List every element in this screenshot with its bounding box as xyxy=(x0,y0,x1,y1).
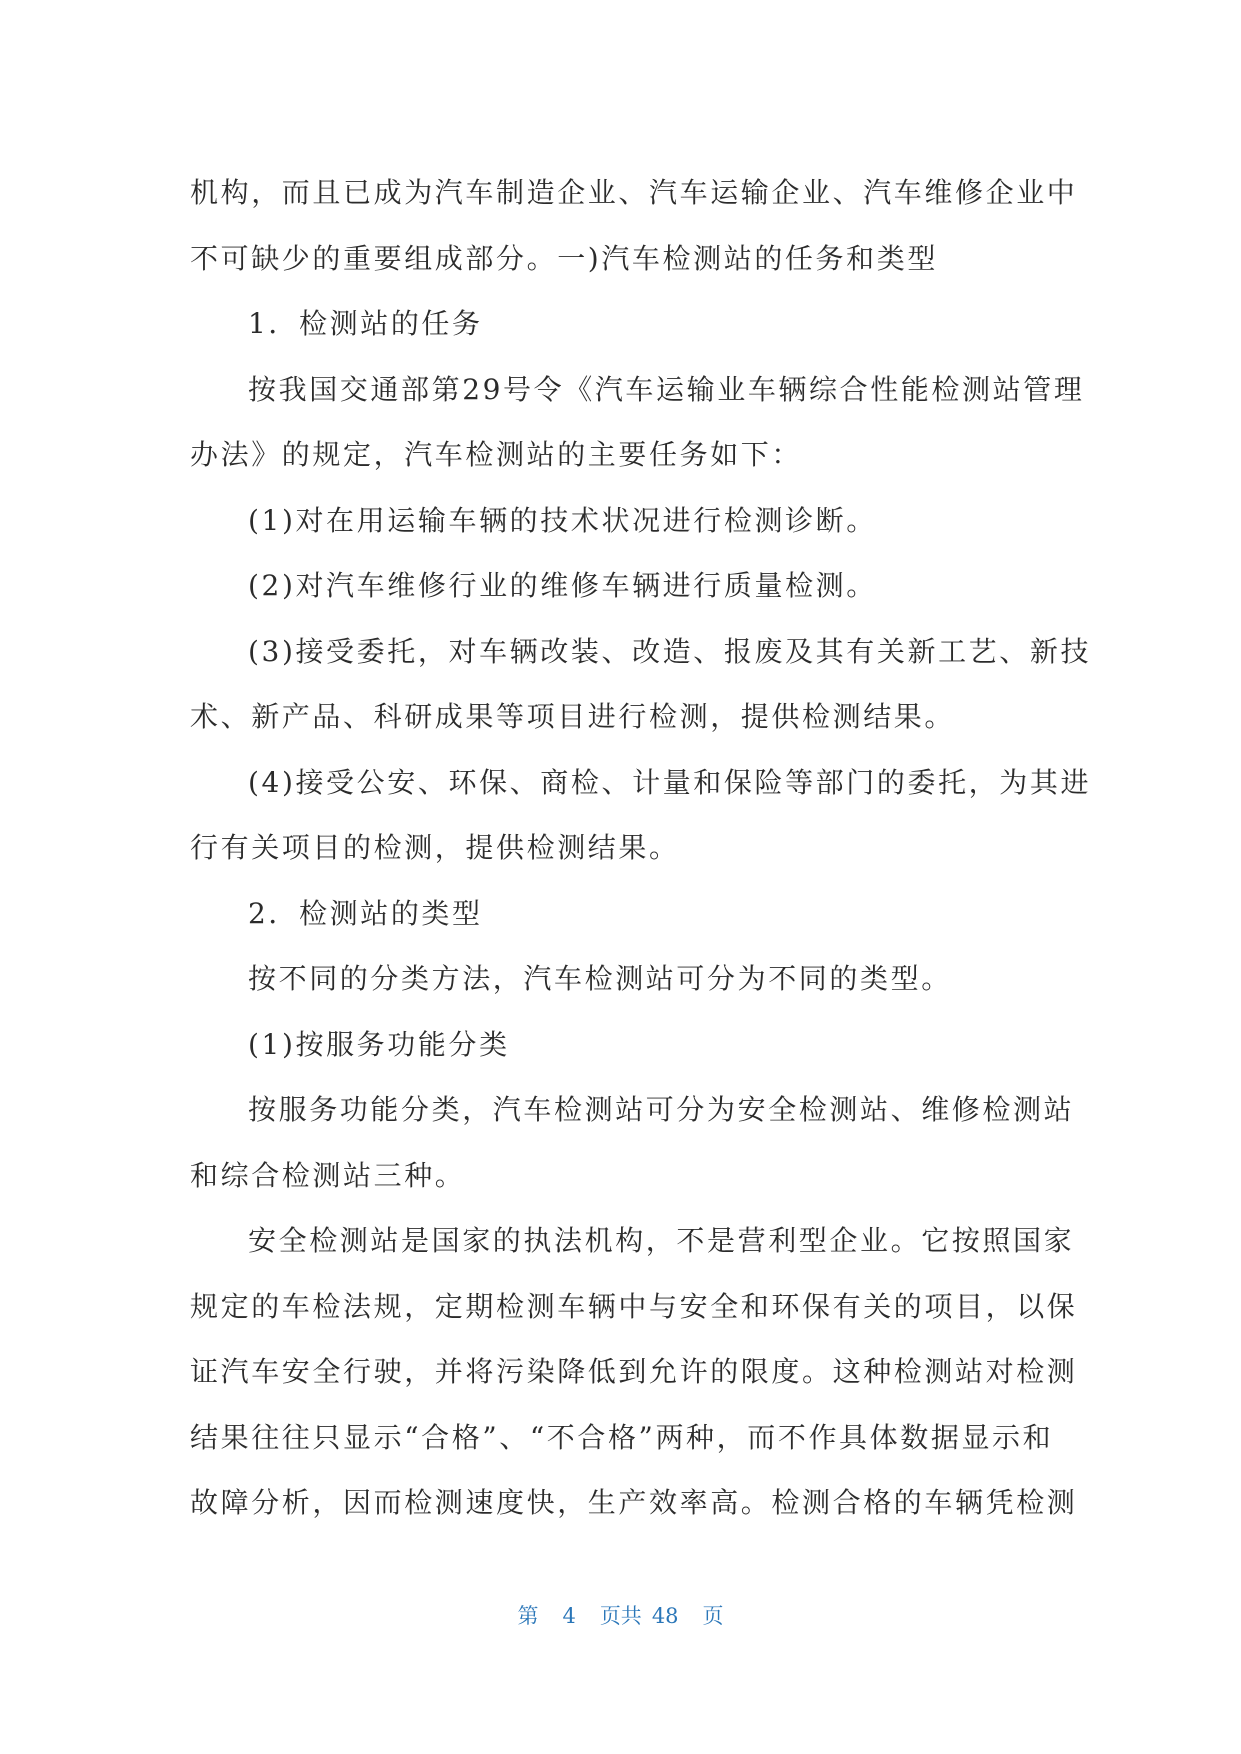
list-item: (4)接受公安、环保、商检、计量和保险等部门的委托，为其进 xyxy=(248,765,1092,799)
text-line: 机构，而且已成为汽车制造企业、汽车运输企业、汽车维修企业中 xyxy=(190,176,1078,209)
section-heading: 1．检测站的任务 xyxy=(248,307,483,340)
footer-suffix: 页 xyxy=(702,1604,724,1628)
text-line: 按服务功能分类，汽车检测站可分为安全检测站、维修检测站 xyxy=(248,1093,1075,1126)
footer-total-pages: 48 xyxy=(651,1604,679,1628)
page-footer xyxy=(0,1600,1241,1630)
text-line: 不可缺少的重要组成部分。一)汽车检测站的任务和类型 xyxy=(190,241,938,275)
subsection-heading: (1)按服务功能分类 xyxy=(248,1027,510,1061)
section-heading: 2．检测站的类型 xyxy=(248,896,483,930)
footer-current-page: 4 xyxy=(562,1604,576,1628)
text-line: 办法》的规定，汽车检测站的主要任务如下： xyxy=(190,438,803,471)
footer-prefix: 第 xyxy=(517,1604,539,1628)
list-item: (2)对汽车维修行业的维修车辆进行质量检测。 xyxy=(248,569,877,602)
text-line: 故障分析，因而检测速度快，生产效率高。检测合格的车辆凭检测 xyxy=(190,1486,1078,1519)
text-line: 术、新产品、科研成果等项目进行检测，提供检测结果。 xyxy=(190,700,956,733)
text-line: 和综合检测站三种。 xyxy=(190,1158,466,1192)
document-body xyxy=(190,160,1092,1536)
text-line: 按我国交通部第29号令《汽车运输业车辆综合性能检测站管理 xyxy=(248,372,1085,406)
text-line: 行有关项目的检测，提供检测结果。 xyxy=(190,831,680,864)
text-line: 规定的车检法规，定期检测车辆中与安全和环保有关的项目，以保 xyxy=(190,1289,1078,1323)
list-item: (3)接受委托，对车辆改装、改造、报废及其有关新工艺、新技 xyxy=(248,634,1092,668)
text-line: 证汽车安全行驶，并将污染降低到允许的限度。这种检测站对检测 xyxy=(190,1355,1078,1388)
text-line: 按不同的分类方法，汽车检测站可分为不同的类型。 xyxy=(248,962,952,995)
list-item: (1)对在用运输车辆的技术状况进行检测诊断。 xyxy=(248,503,877,537)
text-line: 结果往往只显示“合格”、“不合格”两种，而不作具体数据显示和 xyxy=(190,1420,1054,1454)
text-line: 安全检测站是国家的执法机构，不是营利型企业。它按照国家 xyxy=(248,1224,1075,1257)
footer-middle: 页共 xyxy=(599,1604,642,1628)
